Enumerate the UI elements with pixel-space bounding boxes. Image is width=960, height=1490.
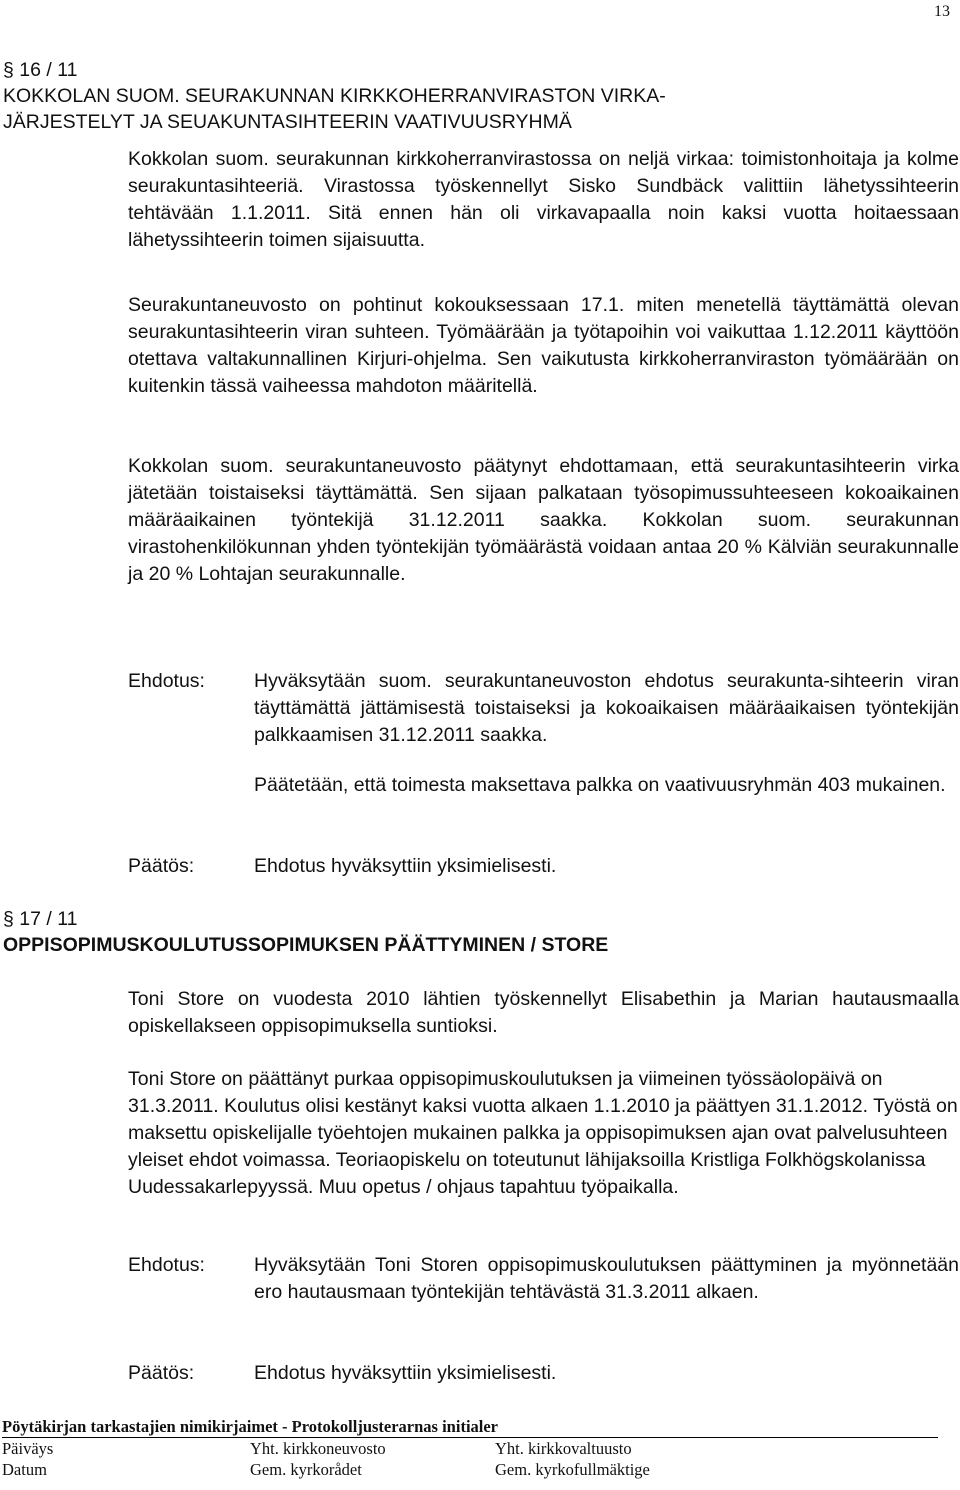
decision-text: Ehdotus hyväksyttiin yksimielisesti. xyxy=(254,1362,557,1384)
proposal-label: Ehdotus: xyxy=(128,670,205,692)
paragraph-apprenticeship-ending: Toni Store on päättänyt purkaa oppisopimuskoulutuksen ja viimeinen työssäolopäivä on 31.3.2011. Koulutus olisi kestänyt kaksi vuotta alkaen 1.1.2010 ja päättyen 31.1.2012. Työstä on maksettu opiskelijalle työehtojen mukainen palkka ja oppisopimuksen ajan ovat palvelusuhteen yleiset ehdot voimassa. Teoriaopiskelu on toteutunut lähijaksoilla Kristliga Folkhögskolanissa Uudessakarlepyyssä. Muu opetus / ohjaus tapahtuu työpaikalla. xyxy=(128,1068,958,1198)
footer-date-label: Päiväys xyxy=(2,1439,54,1458)
proposal-text: Hyväksytään Toni Storen oppisopimuskoulutuksen päättyminen ja myönnetään ero hautausmaan työntekijän tehtävästä 31.3.2011 alkaen. xyxy=(254,1254,959,1303)
footer-row-swedish xyxy=(2,1459,938,1480)
section-heading-16 xyxy=(3,57,920,135)
footer-church-council-label: Gem. kyrkorådet xyxy=(250,1460,362,1479)
paragraph-apprenticeship-background: Toni Store on vuodesta 2010 lähtien työskennellyt Elisabethin ja Marian hautausmaalla opiskellakseen oppisopimuksella suntioksi. xyxy=(128,988,959,1037)
decision-text: Ehdotus hyväksyttiin yksimielisesti. xyxy=(254,855,557,877)
section-number: § 16 / 11 xyxy=(3,59,78,81)
page-number: 13 xyxy=(934,3,950,20)
section-title-line-1: KOKKOLAN SUOM. SEURAKUNNAN KIRKKOHERRANVIRASTON VIRKA- xyxy=(3,85,666,107)
section-number: § 17 / 11 xyxy=(3,908,78,930)
decision-block xyxy=(128,1360,959,1387)
proposal-block xyxy=(128,1252,959,1306)
decision-label: Päätös: xyxy=(128,1362,195,1384)
footer-date-label: Datum xyxy=(2,1460,47,1479)
paragraph-council-proposal: Kokkolan suom. seurakuntaneuvosto päätynyt ehdottamaan, että seurakuntasihteerin virka jätetään toistaiseksi täyttämättä. Sen sijaan palkataan työsopimussuhteeseen kokoaikainen määräaikainen työntekijä 31.12.2011 saakka. Kokkolan suom. seurakunnan virastohenkilökunnan yhden työntekijän työmäärästä voidaan antaa 20 % Kälviän seurakunnalle ja 20 % Lohtajan seurakunnalle. xyxy=(128,455,959,585)
proposal-label: Ehdotus: xyxy=(128,1254,205,1276)
section-title-line-2: JÄRJESTELYT JA SEUAKUNTASIHTEERIN VAATIVUUSRYHMÄ xyxy=(3,111,572,133)
proposal-block xyxy=(128,668,959,799)
page-footer xyxy=(2,1416,938,1480)
footer-church-council-label: Yht. kirkkoneuvosto xyxy=(250,1439,386,1458)
paragraph-council-consideration: Seurakuntaneuvosto on pohtinut kokouksessaan 17.1. miten menetellä täyttämättä olevan seurakuntasihteerin viran suhteen. Työmäärään ja työtapoihin voi vaikuttaa 1.12.2011 käyttöön otettava valtakunnallinen Kirjuri-ohjelma. Sen vaikutusta kirkkoherranviraston työmäärään on kuitenkin tässä vaiheessa mahdoton määritellä. xyxy=(128,294,959,397)
decision-block xyxy=(128,853,959,880)
decision-label: Päätös: xyxy=(128,855,195,877)
footer-title: Pöytäkirjan tarkastajien nimikirjaimet - Protokolljusterarnas initialer xyxy=(2,1416,938,1438)
paragraph-staffing: Kokkolan suom. seurakunnan kirkkoherranvirastossa on neljä virkaa: toimistonhoitaja ja kolme seurakuntasihteeriä. Virastossa työskennellyt Sisko Sundbäck valittiin lähetyssihteerin tehtävään 1.1.2011. Sitä ennen hän oli virkavapaalla noin kaksi vuotta hoitaessaan lähetyssihteerin toimen sijaisuutta. xyxy=(128,148,959,251)
section-title: OPPISOPIMUSKOULUTUSSOPIMUKSEN PÄÄTTYMINEN / STORE xyxy=(3,934,609,956)
footer-row-finnish xyxy=(2,1438,938,1459)
proposal-text: Hyväksytään suom. seurakuntaneuvoston ehdotus seurakunta-sihteerin viran täyttämättä jättämisestä toistaiseksi ja kokoaikaisen määräaikaisen työntekijän palkkaamisen 31.12.2011 saakka. xyxy=(254,670,959,746)
footer-church-assembly-label: Yht. kirkkovaltuusto xyxy=(495,1439,632,1458)
section-heading-17 xyxy=(3,906,920,959)
footer-church-assembly-label: Gem. kyrkofullmäktige xyxy=(495,1460,650,1479)
proposal-salary-text: Päätetään, että toimesta maksettava palkka on vaativuusryhmän 403 mukainen. xyxy=(254,774,946,796)
